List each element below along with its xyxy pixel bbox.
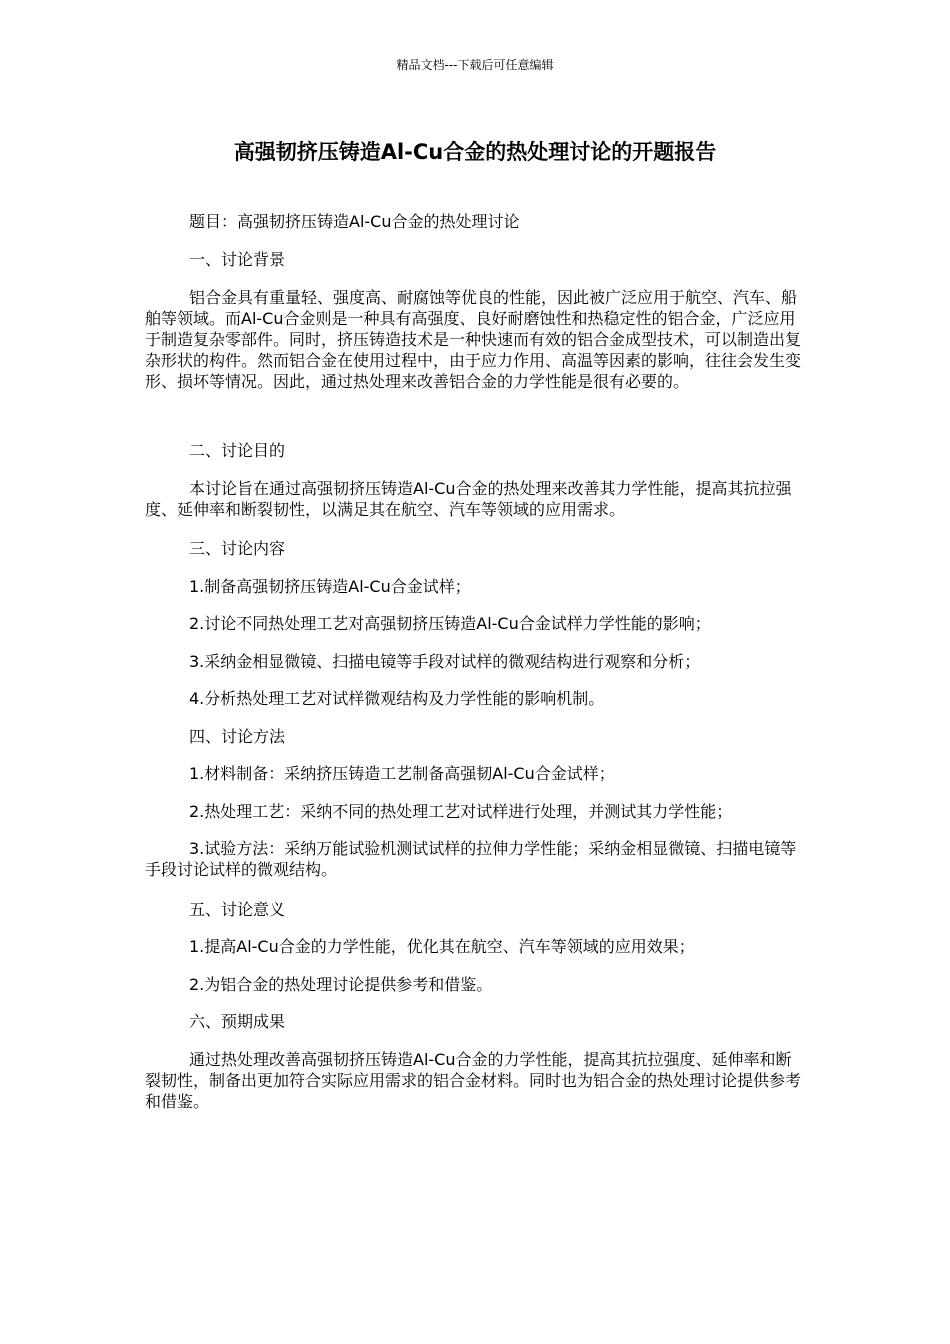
section-heading-background: 一、讨论背景	[189, 250, 286, 269]
method-item-3: 3.试验方法：采纳万能试验机测试试样的拉伸力学性能；采纳金相显微镜、扫描电镜等手段讨论试样的微观结构。	[145, 839, 797, 879]
header-note: 精品文档---下载后可任意编辑	[396, 58, 554, 72]
content-item-4: 4.分析热处理工艺对试样微观结构及力学性能的影响机制。	[189, 689, 605, 708]
section-heading-expected-results: 六、预期成果	[189, 1012, 286, 1031]
method-item-1: 1.材料制备：采纳挤压铸造工艺制备高强韧Al-Cu合金试样；	[189, 764, 615, 783]
expected-results-paragraph: 通过热处理改善高强韧挤压铸造Al-Cu合金的力学性能，提高其抗拉强度、延伸率和断裂韧性，制备出更加符合实际应用需求的铝合金材料。同时也为铝合金的热处理讨论提供参考和借鉴。	[145, 1050, 802, 1111]
content-item-2: 2.讨论不同热处理工艺对高强韧挤压铸造Al-Cu合金试样力学性能的影响；	[189, 614, 711, 633]
section-heading-purpose: 二、讨论目的	[189, 441, 286, 460]
section-heading-content: 三、讨论内容	[189, 539, 286, 558]
method-item-2: 2.热处理工艺：采纳不同的热处理工艺对试样进行处理，并测试其力学性能；	[189, 802, 733, 821]
document-title: 高强韧挤压铸造Al-Cu合金的热处理讨论的开题报告	[233, 140, 717, 164]
section-heading-method: 四、讨论方法	[189, 727, 286, 746]
significance-item-2: 2.为铝合金的热处理讨论提供参考和借鉴。	[189, 975, 493, 994]
subject-line: 题目：高强韧挤压铸造Al-Cu合金的热处理讨论	[189, 212, 520, 231]
significance-item-1: 1.提高Al-Cu合金的力学性能，优化其在航空、汽车等领域的应用效果；	[189, 937, 695, 956]
content-item-3: 3.采纳金相显微镜、扫描电镜等手段对试样的微观结构进行观察和分析；	[189, 652, 701, 671]
content-item-1: 1.制备高强韧挤压铸造Al-Cu合金试样；	[189, 577, 471, 596]
background-paragraph: 铝合金具有重量轻、强度高、耐腐蚀等优良的性能，因此被广泛应用于航空、汽车、船舶等领域。而Al-Cu合金则是一种具有高强度、良好耐磨蚀性和热稳定性的铝合金，广泛应用于制造复杂零部件。同时，挤压铸造技术是一种快速而有效的铝合金成型技术，可以制造出复杂形状的构件。然而铝合金在使用过程中，由于应力作用、高温等因素的影响，往往会发生变形、损坏等情况。因此，通过热处理来改善铝合金的力学性能是很有必要的。	[145, 288, 802, 391]
section-heading-significance: 五、讨论意义	[189, 900, 286, 919]
purpose-paragraph: 本讨论旨在通过高强韧挤压铸造Al-Cu合金的热处理来改善其力学性能，提高其抗拉强度、延伸率和断裂韧性，以满足其在航空、汽车等领域的应用需求。	[145, 479, 792, 519]
